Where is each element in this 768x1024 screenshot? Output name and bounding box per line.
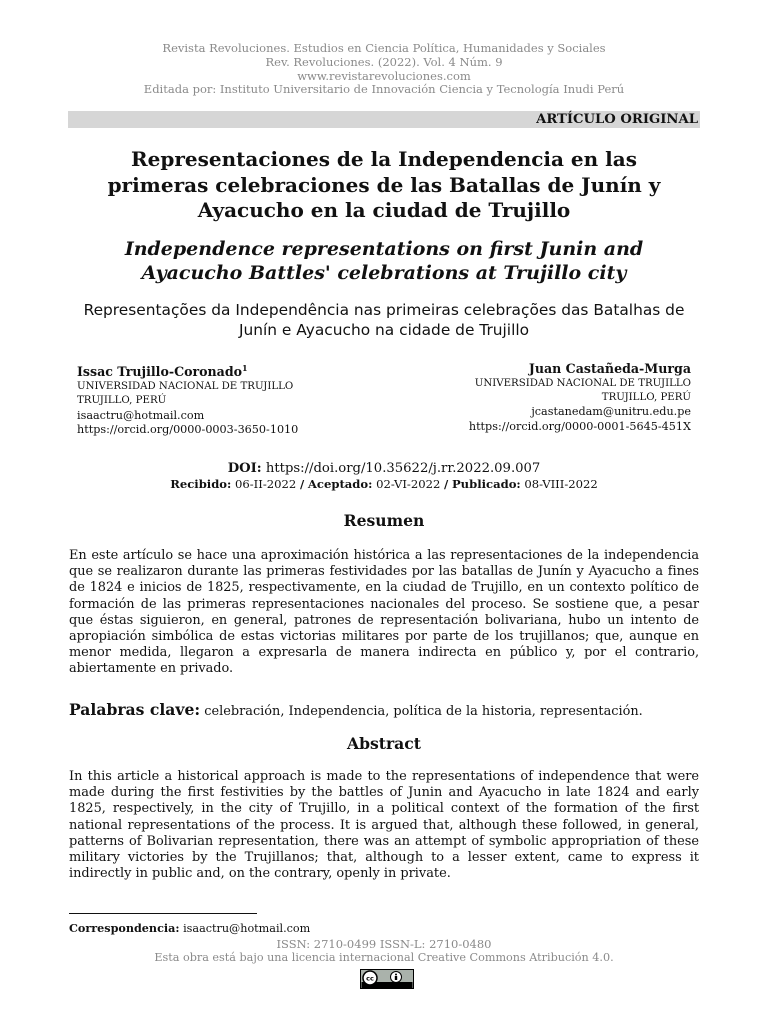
journal-name: Revista Revoluciones. Estudios en Ciencia Política, Humanidades y Sociales bbox=[162, 41, 606, 55]
title-english-line: Independence representations on first Junin and bbox=[124, 238, 644, 260]
keywords bbox=[69, 701, 699, 721]
author-1-university: UNIVERSIDAD NACIONAL DE TRUJILLO bbox=[77, 381, 294, 393]
resumen-heading: Resumen bbox=[343, 511, 425, 530]
journal-header bbox=[0, 42, 768, 97]
accepted-date: 02-VI-2022 bbox=[376, 477, 441, 491]
journal-website[interactable]: www.revistarevoluciones.com bbox=[297, 68, 471, 83]
author-1-name: Issac Trujillo-Coronado$^1$ bbox=[77, 363, 248, 380]
author-2-name: Juan Castañeda-Murga bbox=[528, 361, 691, 376]
title-spanish-line: Representaciones de la Independencia en las bbox=[131, 147, 637, 171]
article-type-bar bbox=[68, 111, 700, 128]
svg-text:cc: cc bbox=[366, 974, 374, 983]
title-portuguese bbox=[60, 300, 708, 340]
published-date: 08-VIII-2022 bbox=[524, 477, 598, 491]
published-label: Publicado: bbox=[451, 477, 521, 491]
footnote-correspondence bbox=[69, 921, 310, 936]
correspondence-email[interactable]: isaactru@hotmail.com bbox=[183, 922, 311, 935]
title-spanish-line: Ayacucho en la ciudad de Trujillo bbox=[197, 198, 571, 222]
correspondence-label: Correspondencia: bbox=[69, 921, 180, 935]
license-line: Esta obra está bajo una licencia internacional Creative Commons Atribución 4.0. bbox=[154, 951, 614, 964]
title-english bbox=[60, 238, 708, 285]
cc-by-license-badge[interactable] bbox=[360, 969, 414, 989]
author-2-location: TRUJILLO, PERÚ bbox=[601, 392, 691, 404]
doi-label: DOI: bbox=[227, 461, 262, 476]
abstract-heading: Abstract bbox=[346, 734, 421, 753]
issn-line: ISSN: 2710-0499 ISSN-L: 2710-0480 bbox=[276, 937, 492, 951]
article-type-label: ARTÍCULO ORIGINAL bbox=[536, 112, 698, 127]
doi-line bbox=[0, 461, 768, 477]
received-date: 06-II-2022 bbox=[235, 477, 297, 491]
author-2-orcid-link[interactable]: https://orcid.org/0000-0001-5645-451X bbox=[468, 419, 691, 433]
author-2-university: UNIVERSIDAD NACIONAL DE TRUJILLO bbox=[474, 378, 691, 389]
title-spanish-line: primeras celebraciones de las Batallas de Junín y bbox=[107, 172, 661, 197]
journal-publisher: Editada por: Instituto Universitario de Innovación Ciencia y Tecnología Inudi Perú bbox=[143, 82, 625, 97]
doi-block bbox=[0, 461, 768, 491]
title-english-line: Ayacucho Battles' celebrations at Trujillo city bbox=[141, 261, 627, 284]
title-spanish bbox=[60, 147, 708, 224]
dates-line: Recibido: 06-II-2022 / Aceptado: 02-VI-2022 / Publicado: 08-VIII-2022 bbox=[170, 477, 598, 491]
author-2 bbox=[469, 360, 691, 434]
received-label: Recibido: bbox=[170, 477, 232, 491]
resumen-text: En este artículo se hace una aproximación histórica a las representaciones de la independencia que se realizaron durante las primeras festividades por las batallas de Junín y Ayacucho a fines de 1824 e inicios de 1825, respectivamente, en la ciudad de Trujillo, en un contexto político de formación de las primeras representaciones nacionales del proceso. Se sostiene que, a pesar que éstas siguieron, en general, patrones de representación bolivariana, hubo un intento de apropiación simbólica de estas victorias militares por parte de los trujillanos; que, aunque en menor medida, llegaron a expresarla de manera indirecta en público y, por el contrario, abiertamente en privado. bbox=[69, 548, 699, 677]
keywords-text: celebración, Independencia, política de la historia, representación. bbox=[204, 704, 643, 719]
footnote-divider bbox=[69, 913, 257, 914]
author-1-location: TRUJILLO, PERÚ bbox=[77, 395, 167, 407]
journal-citation: Rev. Revoluciones. (2022). Vol. 4 Núm. 9 bbox=[265, 54, 503, 69]
accepted-label: Aceptado: bbox=[307, 477, 373, 491]
author-1-orcid-link[interactable]: https://orcid.org/0000-0003-3650-1010 bbox=[77, 422, 299, 436]
title-portuguese-line: Representações da Independência nas primeiras celebrações das Batalhas de bbox=[83, 301, 685, 319]
doi-link[interactable]: https://doi.org/10.35622/j.rr.2022.09.007 bbox=[265, 461, 541, 476]
abstract-text: In this article a historical approach is made to the representations of independence that were made during the first festivities by the battles of Junin and Ayacucho in late 1824 and early 1825, respectively, in the city of Trujillo, in a political context of the formation of the first national representations of the process. It is argued that, although these followed, in general, patterns of Bolivarian representation, there was an attempt of symbolic appropriation of these military victories by the Trujillanos; that, although to a lesser extent, came to express it indirectly in public and, on the contrary, openly in private. bbox=[69, 769, 699, 882]
author-1-email[interactable]: isaactru@hotmail.com bbox=[77, 408, 205, 422]
author-1-affiliation-mark: 1 bbox=[242, 363, 248, 373]
keywords-label: Palabras clave: bbox=[69, 700, 201, 719]
author-1 bbox=[77, 360, 298, 437]
title-portuguese-line: Junín e Ayacucho na cidade de Trujillo bbox=[238, 321, 530, 339]
author-2-email[interactable]: jcastanedam@unitru.edu.pe bbox=[531, 405, 691, 419]
